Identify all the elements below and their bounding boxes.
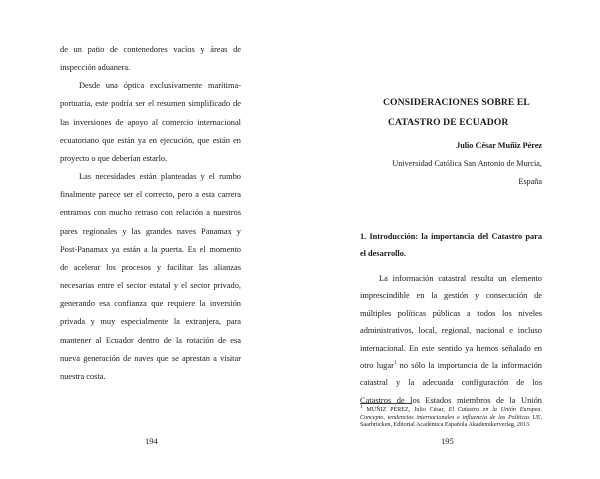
footnote-number: 1 bbox=[360, 404, 363, 410]
author-country: España bbox=[518, 177, 542, 186]
text-line: proyecto o que deberían estarlo. bbox=[60, 153, 168, 163]
text-line: internacional. En este sentido ya hemos señalado en bbox=[360, 343, 542, 353]
text-line: Post-Panamax ya están a la puerta. Es el momento bbox=[60, 244, 241, 254]
chapter-title-line: CATASTRO DE ECUADOR bbox=[388, 117, 509, 128]
text-line: entramos con mucho retraso con relación a nuestros bbox=[60, 208, 241, 218]
text-line: catastral y la adecuada configuración de los bbox=[360, 378, 542, 388]
author-block bbox=[342, 137, 542, 191]
text-line: múltiples políticas públicas a todos los niveles bbox=[360, 308, 542, 318]
author-affiliation: Universidad Católica San Antonio de Murcia, bbox=[392, 159, 542, 168]
chapter-title bbox=[383, 93, 530, 133]
text-line: nueva generación de naves que se aprestan a visitar bbox=[60, 353, 241, 363]
text-line: de un patio de contenedores vacíos y áreas de bbox=[60, 45, 241, 54]
text-line: necesarias entre el sector estatal y el sector privado, bbox=[60, 281, 241, 291]
section-heading: 1. Introducción: la importancia del Catastro para el desarrollo. bbox=[360, 232, 542, 258]
footnote bbox=[360, 404, 542, 430]
right-page-body bbox=[360, 270, 542, 409]
text-line: finalmente parece ser el correcto, pero a esta carrera bbox=[60, 190, 241, 200]
page-number-left: 194 bbox=[145, 436, 158, 446]
text-line: Desde una óptica exclusivamente marítima- bbox=[79, 81, 241, 91]
text-line: de acelerar los procesos y facilitar las alianzas bbox=[60, 262, 241, 272]
text-line: mantener al Ecuador dentro de la rotación de esa bbox=[60, 335, 241, 345]
text-line: pares regionales y las grandes naves Panamax y bbox=[60, 226, 241, 236]
text-line: generando esa confianza que requiere la inversión bbox=[60, 299, 241, 309]
author-name: Julio César Muñiz Pérez bbox=[456, 141, 542, 150]
text-line: portuaria, este podría ser el resumen simplificado de bbox=[60, 99, 241, 109]
page-number-right: 195 bbox=[441, 436, 454, 446]
text-line: otro lugar$^1$ no sólo la importancia de la información bbox=[360, 360, 542, 371]
chapter-title-line: CONSIDERACIONES SOBRE EL bbox=[383, 97, 530, 108]
footnote-divider bbox=[360, 403, 412, 404]
text-line: las inversiones de apoyo al comercio internacional bbox=[60, 117, 241, 127]
text-line: La información catastral resulta un elemento bbox=[379, 274, 542, 283]
text-line: inspección aduanera. bbox=[60, 63, 131, 73]
text-line: imprescindible en la gestión y consecución de bbox=[360, 291, 542, 301]
text-line: administrativos, local, regional, nacional e incluso bbox=[360, 326, 542, 336]
text-line: Catastros de los Estados miembros de la Unión bbox=[360, 395, 542, 405]
text-line: Las necesidades están planteadas y el rumbo bbox=[79, 172, 241, 182]
left-page-body bbox=[60, 41, 241, 386]
footnote-reference: 1 bbox=[393, 360, 397, 367]
text-line: nuestra costa. bbox=[60, 371, 106, 381]
text-line: ecuatoriano que están ya en ejecución, que están en bbox=[60, 135, 241, 145]
footnote-text: MUÑIZ PÉREZ, Julio César, El Catastro en la Unión Europea. Concepto, tendencias internacionales e influencia de las Políticas UE, Saarbrücken, Editorial Académica Española Akademikerverlag, 2013. bbox=[360, 407, 542, 429]
text-line: privada y muy especialmente la extranjera, para bbox=[60, 317, 241, 327]
